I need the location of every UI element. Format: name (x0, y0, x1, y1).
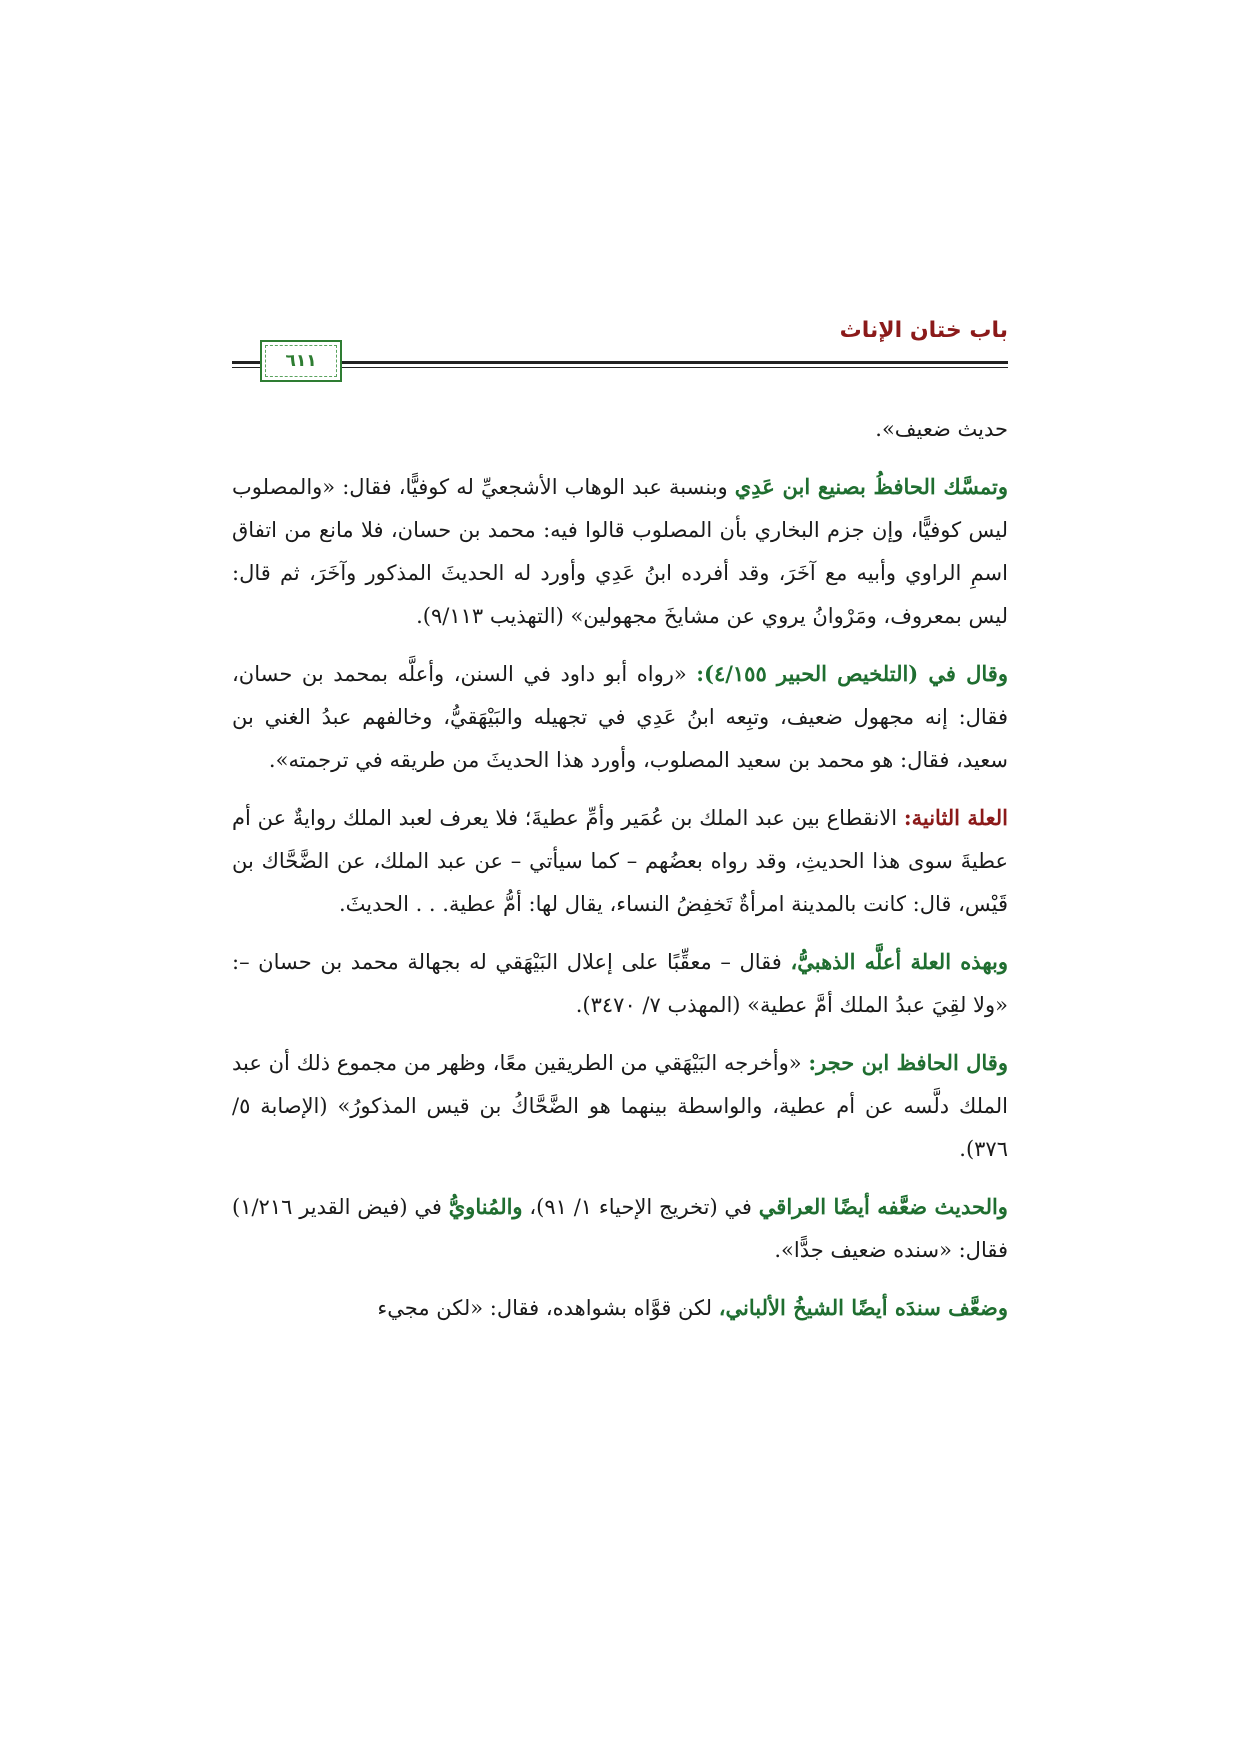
paragraph-lead: العلة الثانية: (903, 805, 1008, 830)
paragraph-lead: والحديث ضعَّفه أيضًا العراقي (758, 1194, 1008, 1219)
paragraph-text: وبنسبة عبد الوهاب الأشجعيِّ له كوفيًّا، فقال: «والمصلوب ليس كوفيًّا، وإن جزم البخاري بأن المصلوب قالوا فيه: محمد بن حسان، فلا مانع من اتفاق اسمِ الراوي وأبيه مع آخَرَ، وقد أفرده ابنُ عَدِي وأورد له الحديثَ المذكور وآخَرَ، ثم قال: ليس بمعروف، ومَرْوانُ يروي عن مشايخَ مجهولين» (التهذيب ٩/١١٣). (232, 475, 1008, 628)
page-number: ٦١١ (285, 351, 317, 371)
page-body (232, 408, 1008, 1344)
paragraph-6 (232, 1185, 1008, 1272)
paragraph-lead: وبهذه العلة أعلَّه الذهبيُّ، (790, 949, 1008, 974)
paragraph-2 (232, 652, 1008, 782)
paragraph-text: «وأخرجه البَيْهَقي من الطريقين معًا، وظهر من مجموع ذلك أن عبد الملك دلَّسه عن أم عطية، والواسطة بينهما هو الضَّحَّاكُ بن قيس المذكورُ» (الإصابة ٥/ ٣٧٦). (232, 1051, 1008, 1161)
paragraph-lead: وضعَّف سندَه أيضًا الشيخُ الألباني، (718, 1295, 1008, 1320)
page-header (232, 318, 1008, 388)
paragraph-text: «رواه أبو داود في السنن، وأعلَّه بمحمد بن حسان، فقال: إنه مجهول ضعيف، وتبِعه ابنُ عَدِي في تجهيله والبَيْهَقيُّ، وخالفهم عبدُ الغني بن سعيد، فقال: هو محمد بن سعيد المصلوب، وأورد هذا الحديثَ من طريقه في ترجمته». (232, 662, 1008, 772)
paragraph-lead: وقال في (التلخيص الحبير ٤/١٥٥): (696, 661, 1008, 686)
paragraph-3 (232, 796, 1008, 926)
page-number-badge (260, 340, 342, 382)
paragraph-text: لكن قوَّاه بشواهده، فقال: «لكن مجيء (377, 1296, 713, 1320)
paragraph-text: حديث ضعيف». (875, 417, 1008, 441)
header-rule-thin (232, 367, 1008, 368)
paragraph-1 (232, 465, 1008, 638)
paragraph-text: الانقطاع بين عبد الملك بن عُمَير وأمِّ عطيةَ؛ فلا يعرف لعبد الملك روايةٌ عن أم عطيةَ سوى هذا الحديثِ، وقد رواه بعضُهم – كما سيأتي – عن عبد الملك، عن الضَّحَّاك بن قَيْس، قال: كانت بالمدينة امرأةٌ تَخفِضُ النساء، يقال لها: أمُّ عطية. . . الحديثَ. (232, 806, 1008, 916)
paragraph-5 (232, 1041, 1008, 1171)
paragraph-lead: وتمسَّك الحافظُ بصنيع ابن عَدِي (734, 474, 1008, 499)
paragraph-7 (232, 1286, 1008, 1330)
paragraph-text-b: في (فيض القدير ١/٢١٦) فقال: «سنده ضعيف جدًّا». (232, 1195, 1008, 1262)
chapter-title: باب ختان الإناث (839, 318, 1008, 343)
paragraph-text: في (تخريج الإحياء ١/ ٩١)، (529, 1195, 752, 1219)
paragraph-4 (232, 940, 1008, 1027)
header-rule-thick (232, 361, 1008, 364)
paragraph-lead: وقال الحافظ ابن حجر: (808, 1050, 1008, 1075)
paragraph-lead-b: والمُناويُّ (448, 1194, 523, 1219)
paragraph-text: فقال – معقِّبًا على إعلال البَيْهَقي له بجهالة محمد بن حسان –: «ولا لقِيَ عبدُ الملك أمَّ عطية» (المهذب ٧/ ٣٤٧٠). (232, 950, 1008, 1017)
paragraph-0 (232, 408, 1008, 451)
